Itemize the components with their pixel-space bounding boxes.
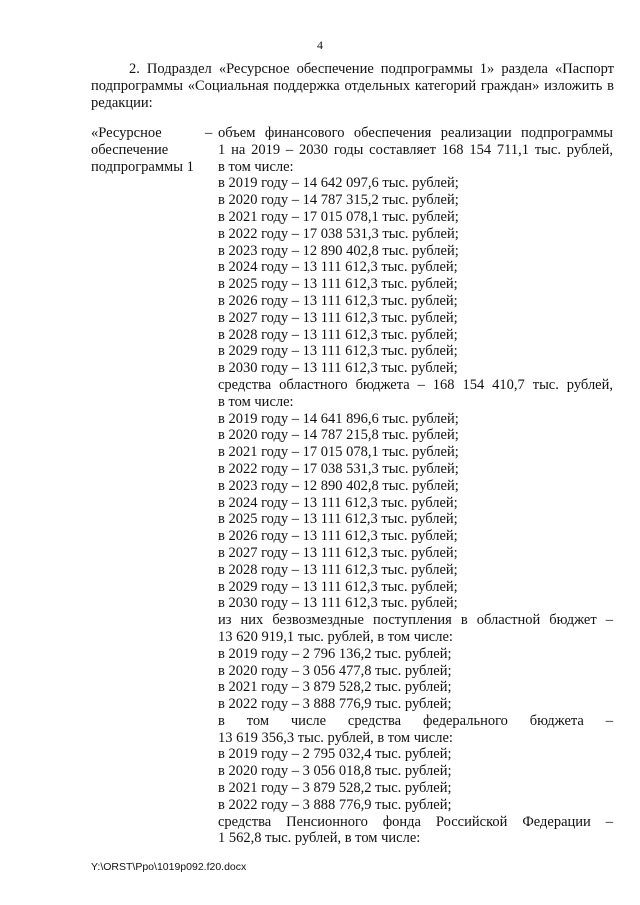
funding-line: из них безвозмездные поступления в областной бюджет – [218, 612, 613, 629]
funding-line: 1 562,8 тыс. рублей, в том числе: [218, 830, 421, 847]
funding-line: в 2022 году – 17 038 531,3 тыс. рублей; [218, 225, 459, 242]
funding-line: в том числе: [218, 393, 294, 410]
funding-line: в 2021 году – 17 015 078,1 тыс. рублей; [218, 444, 459, 461]
funding-line: 13 619 356,3 тыс. рублей, в том числе: [218, 729, 453, 746]
funding-line: в 2022 году – 3 888 776,9 тыс. рублей; [218, 796, 452, 813]
funding-line: в 2022 году – 17 038 531,3 тыс. рублей; [218, 460, 459, 477]
funding-line: в 2022 году – 3 888 776,9 тыс. рублей; [218, 696, 452, 713]
funding-line: средства Пенсионного фонда Российской Федерации – [218, 813, 613, 830]
funding-line: в 2028 году – 13 111 612,3 тыс. рублей; [218, 561, 458, 578]
funding-line: в 2019 году – 2 796 136,2 тыс. рублей; [218, 645, 452, 662]
funding-line: в 2024 году – 13 111 612,3 тыс. рублей; [218, 494, 458, 511]
file-path-footer: Y:\ORST\Ppo\1019p092.f20.docx [91, 861, 247, 873]
funding-line: в 2027 году – 13 111 612,3 тыс. рублей; [218, 544, 458, 561]
section-content [218, 125, 613, 847]
funding-line: в 2030 году – 13 111 612,3 тыс. рублей; [218, 360, 458, 377]
funding-line: в 2025 году – 13 111 612,3 тыс. рублей; [218, 511, 458, 528]
funding-line: в 2027 году – 13 111 612,3 тыс. рублей; [218, 309, 458, 326]
funding-line: в 2023 году – 12 890 402,8 тыс. рублей; [218, 477, 459, 494]
funding-line: в 2020 году – 3 056 018,8 тыс. рублей; [218, 763, 452, 780]
section-label-line: обеспечение [91, 141, 169, 158]
funding-line: в 2026 году – 13 111 612,3 тыс. рублей; [218, 292, 458, 309]
funding-line: в 2025 году – 13 111 612,3 тыс. рублей; [218, 276, 458, 293]
funding-line: 1 на 2019 – 2030 годы составляет 168 154 711,1 тыс. рублей, [218, 141, 613, 158]
funding-line: в 2021 году – 3 879 528,2 тыс. рублей; [218, 679, 452, 696]
funding-line: в 2019 году – 2 795 032,4 тыс. рублей; [218, 746, 452, 763]
section-label-line: подпрограммы 1 [91, 158, 194, 175]
intro-paragraph: 2. Подраздел «Ресурсное обеспечение подпрограммы 1» раздела «Паспорт подпрограммы «Социальная поддержка отдельных категорий граждан» изложить в редакции: [91, 61, 614, 111]
funding-line: в 2029 году – 13 111 612,3 тыс. рублей; [218, 578, 458, 595]
funding-line: в том числе средства федерального бюджета – [218, 712, 613, 729]
section-label-line: «Ресурсное [91, 125, 162, 141]
funding-line: в 2023 году – 12 890 402,8 тыс. рублей; [218, 242, 459, 259]
section-dash: – [205, 125, 213, 141]
funding-line: объем финансового обеспечения реализации подпрограммы [218, 125, 613, 141]
funding-line: в том числе: [218, 158, 294, 175]
funding-line: в 2020 году – 3 056 477,8 тыс. рублей; [218, 662, 452, 679]
funding-line: в 2019 году – 14 641 896,6 тыс. рублей; [218, 410, 459, 427]
section-label [91, 125, 203, 175]
funding-line: в 2030 году – 13 111 612,3 тыс. рублей; [218, 595, 458, 612]
funding-line: в 2026 году – 13 111 612,3 тыс. рублей; [218, 528, 458, 545]
funding-line: в 2020 году – 14 787 215,8 тыс. рублей; [218, 427, 459, 444]
funding-line: в 2024 году – 13 111 612,3 тыс. рублей; [218, 259, 458, 276]
funding-line: в 2021 году – 3 879 528,2 тыс. рублей; [218, 780, 452, 797]
funding-line: в 2029 году – 13 111 612,3 тыс. рублей; [218, 343, 458, 360]
funding-line: в 2020 году – 14 787 315,2 тыс. рублей; [218, 192, 459, 209]
funding-line: в 2019 году – 14 642 097,6 тыс. рублей; [218, 175, 459, 192]
funding-line: 13 620 919,1 тыс. рублей, в том числе: [218, 628, 453, 645]
funding-line: в 2021 году – 17 015 078,1 тыс. рублей; [218, 208, 459, 225]
page-number: 4 [317, 38, 323, 52]
funding-line: в 2028 году – 13 111 612,3 тыс. рублей; [218, 326, 458, 343]
funding-line: средства областного бюджета – 168 154 410,7 тыс. рублей, [218, 376, 613, 393]
